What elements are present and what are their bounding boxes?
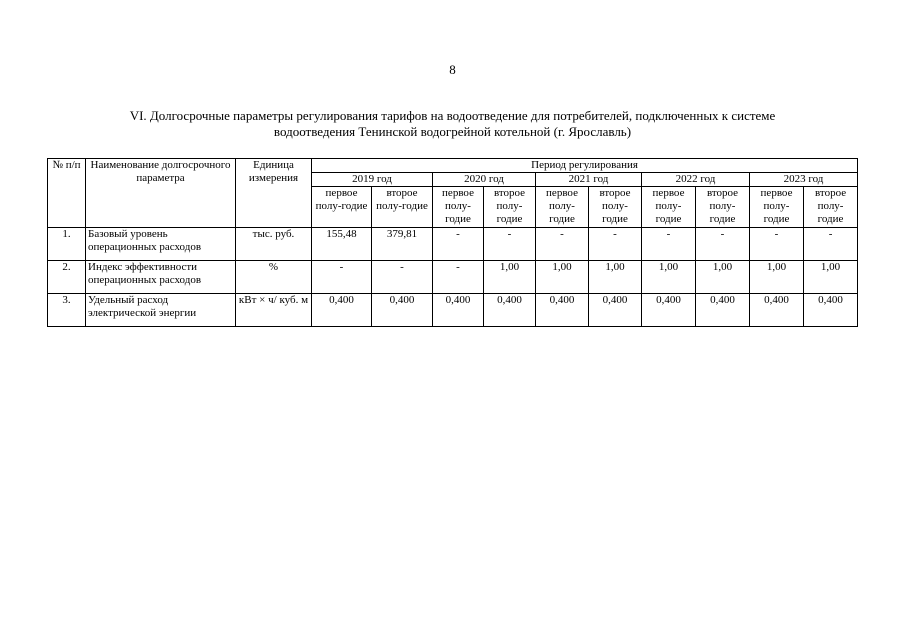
- header-half-second: второе полу-годие: [484, 187, 536, 228]
- row-value: 0,400: [372, 294, 433, 327]
- row-value: 0,400: [589, 294, 642, 327]
- header-num: № п/п: [48, 159, 86, 228]
- row-value: 0,400: [433, 294, 484, 327]
- header-year: 2023 год: [750, 173, 858, 187]
- row-value: 1,00: [804, 261, 858, 294]
- table-row: [48, 228, 858, 261]
- header-period: Период регулирования: [312, 159, 858, 173]
- row-value: 0,400: [696, 294, 750, 327]
- row-value: 0,400: [642, 294, 696, 327]
- header-half-first: первое полу-годие: [312, 187, 372, 228]
- row-value: -: [589, 228, 642, 261]
- row-num: 3.: [48, 294, 86, 327]
- row-value: -: [484, 228, 536, 261]
- row-value: 379,81: [372, 228, 433, 261]
- header-half-first: первое полу-годие: [536, 187, 589, 228]
- row-unit: кВт × ч/ куб. м: [236, 294, 312, 327]
- row-value: -: [312, 261, 372, 294]
- header-name: Наименование долгосрочного параметра: [86, 159, 236, 228]
- row-value: 1,00: [536, 261, 589, 294]
- header-half-second: второе полу-годие: [696, 187, 750, 228]
- title-line-2: водоотведения Тенинской водогрейной котельной (г. Ярославль): [273, 124, 632, 139]
- page-number: 8: [449, 62, 456, 77]
- header-row: [48, 159, 858, 173]
- header-year: 2022 год: [642, 173, 750, 187]
- header-unit: Единица измерения: [236, 159, 312, 228]
- header-half-second: второе полу-годие: [372, 187, 433, 228]
- row-value: -: [696, 228, 750, 261]
- row-unit: %: [236, 261, 312, 294]
- header-half-second: второе полу-годие: [804, 187, 858, 228]
- row-value: 0,400: [804, 294, 858, 327]
- row-value: -: [804, 228, 858, 261]
- row-value: 1,00: [696, 261, 750, 294]
- row-value: 1,00: [484, 261, 536, 294]
- row-value: -: [372, 261, 433, 294]
- header-half-first: первое полу-годие: [433, 187, 484, 228]
- row-num: 1.: [48, 228, 86, 261]
- row-value: 1,00: [589, 261, 642, 294]
- row-name: Удельный расход электрической энергии: [86, 294, 236, 327]
- row-value: -: [433, 261, 484, 294]
- row-value: -: [433, 228, 484, 261]
- row-num: 2.: [48, 261, 86, 294]
- row-value: -: [642, 228, 696, 261]
- table-row: [48, 294, 858, 327]
- parameters-table: [47, 158, 858, 327]
- row-value: 1,00: [750, 261, 804, 294]
- header-half-second: второе полу-годие: [589, 187, 642, 228]
- header-half-first: первое полу-годие: [750, 187, 804, 228]
- header-year: 2019 год: [312, 173, 433, 187]
- document-title: [60, 108, 845, 140]
- row-value: 155,48: [312, 228, 372, 261]
- row-value: 1,00: [642, 261, 696, 294]
- row-name: Индекс эффективности операционных расходов: [86, 261, 236, 294]
- header-half-first: первое полу-годие: [642, 187, 696, 228]
- row-value: 0,400: [484, 294, 536, 327]
- header-year: 2021 год: [536, 173, 642, 187]
- table-row: [48, 261, 858, 294]
- row-name: Базовый уровень операционных расходов: [86, 228, 236, 261]
- row-value: -: [750, 228, 804, 261]
- row-value: 0,400: [536, 294, 589, 327]
- title-line-1: VI. Долгосрочные параметры регулирования тарифов на водоотведение для потребителей, подключенных к системе: [129, 108, 776, 123]
- row-unit: тыс. руб.: [236, 228, 312, 261]
- row-value: 0,400: [312, 294, 372, 327]
- header-year: 2020 год: [433, 173, 536, 187]
- row-value: -: [536, 228, 589, 261]
- row-value: 0,400: [750, 294, 804, 327]
